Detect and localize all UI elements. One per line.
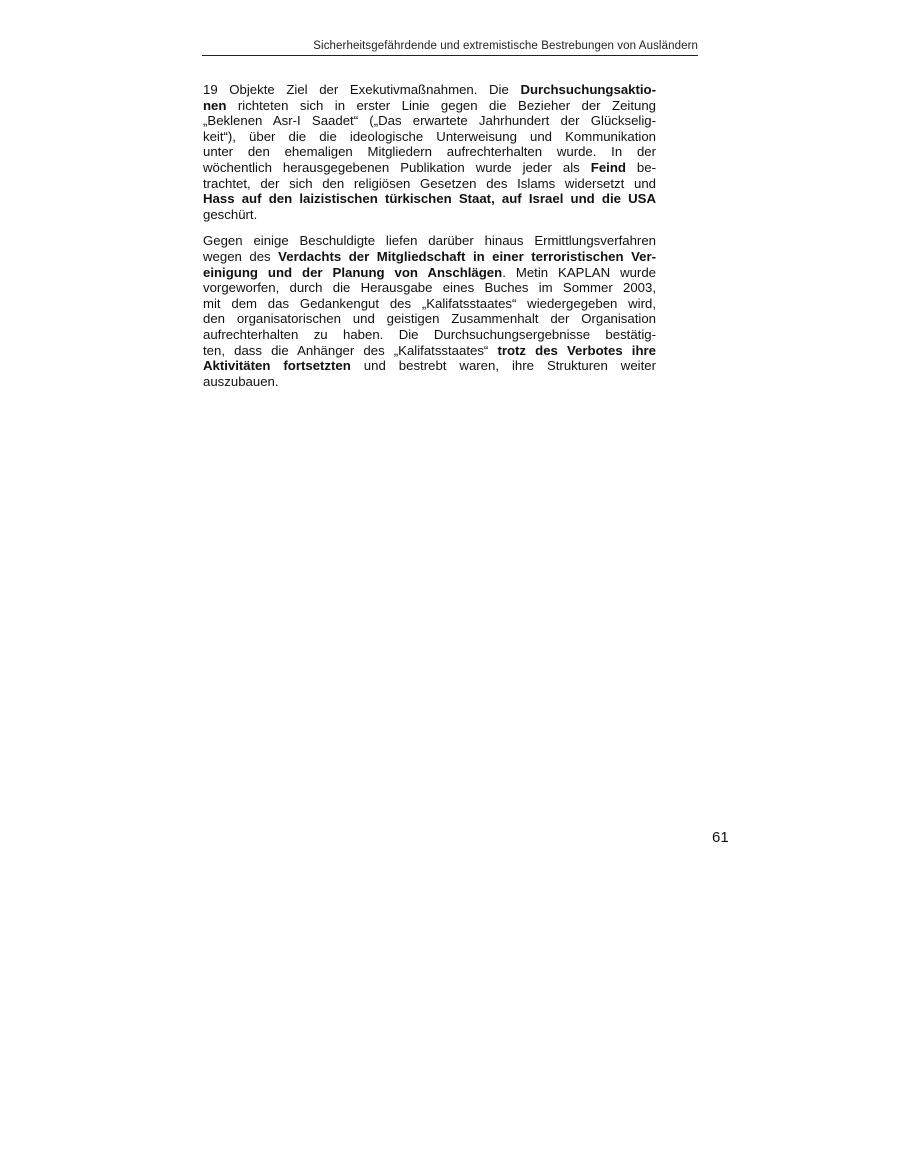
text-segment: . Metin KAPLAN wurde xyxy=(502,264,656,280)
paragraph xyxy=(203,82,656,222)
text-line xyxy=(203,280,656,296)
bold-text: Aktivitäten fortsetzten xyxy=(203,358,351,374)
body-text xyxy=(203,82,656,400)
text-segment: ten, dass die Anhänger des „Kalifatsstaates“ xyxy=(203,342,498,358)
text-segment: geschürt. xyxy=(203,206,258,222)
text-line xyxy=(203,343,656,359)
text-line xyxy=(203,98,656,114)
text-segment: und bestrebt waren, ihre Strukturen weiter xyxy=(350,358,656,374)
text-segment: wöchentlich herausgegebenen Publikation wurde jeder als xyxy=(203,159,591,175)
text-segment: mit dem das Gedankengut des „Kalifatsstaates“ wiedergegeben wird, xyxy=(203,295,656,311)
page-number: 61 xyxy=(712,829,729,846)
text-line xyxy=(203,191,656,207)
text-segment: unter den ehemaligen Mitgliedern aufrechterhalten wurde. In der xyxy=(203,144,656,160)
text-line xyxy=(203,327,656,343)
bold-text: nen xyxy=(203,97,227,113)
text-line xyxy=(203,129,656,145)
text-line xyxy=(203,358,656,374)
text-line xyxy=(203,144,656,160)
text-segment: be- xyxy=(625,159,656,175)
text-segment: auszubauen. xyxy=(203,373,279,389)
text-line xyxy=(203,296,656,312)
text-line xyxy=(203,374,656,390)
text-segment: 19 Objekte Ziel der Exekutivmaßnahmen. Die xyxy=(203,82,521,97)
running-header xyxy=(202,40,698,56)
text-segment: „Beklenen Asr-I Saadet“ („Das erwartete Jahrhundert der Glückselig- xyxy=(203,113,656,129)
running-title: Sicherheitsgefährdende und extremistische Bestrebungen von Ausländern xyxy=(313,40,698,52)
text-line xyxy=(203,265,656,281)
text-line xyxy=(203,160,656,176)
text-line xyxy=(203,233,656,249)
text-line xyxy=(203,176,656,192)
text-line xyxy=(203,113,656,129)
paragraph xyxy=(203,233,656,389)
bold-text: Verdachts der Mitgliedschaft in einer terroristischen Ver- xyxy=(278,248,657,264)
text-segment: Gegen einige Beschuldigte liefen darüber hinaus Ermittlungsverfahren xyxy=(203,233,656,249)
text-line xyxy=(203,207,656,223)
bold-text: einigung und der Planung von Anschlägen xyxy=(203,264,503,280)
text-segment: keit“), über die die ideologische Unterweisung und Kommunikation xyxy=(203,128,656,144)
text-line xyxy=(203,311,656,327)
text-segment: richteten sich in erster Linie gegen die Bezieher der Zeitung xyxy=(226,97,656,113)
text-segment: aufrechterhalten zu haben. Die Durchsuchungsergebnisse bestätig- xyxy=(203,326,656,342)
text-segment: wegen des xyxy=(203,248,279,264)
text-line xyxy=(203,249,656,265)
text-segment: trachtet, der sich den religiösen Gesetzen des Islams widersetzt und xyxy=(203,175,656,191)
bold-text: Feind xyxy=(590,159,626,175)
bold-text: Durchsuchungsaktio- xyxy=(520,82,656,97)
text-segment: den organisatorischen und geistigen Zusammenhalt der Organisation xyxy=(203,311,656,327)
text-segment: vorgeworfen, durch die Herausgabe eines Buches im Sommer 2003, xyxy=(203,280,656,296)
bold-text: trotz des Verbotes ihre xyxy=(497,342,656,358)
text-line xyxy=(203,82,656,98)
bold-text: Hass auf den laizistischen türkischen Staat, auf Israel und die USA xyxy=(203,191,656,207)
